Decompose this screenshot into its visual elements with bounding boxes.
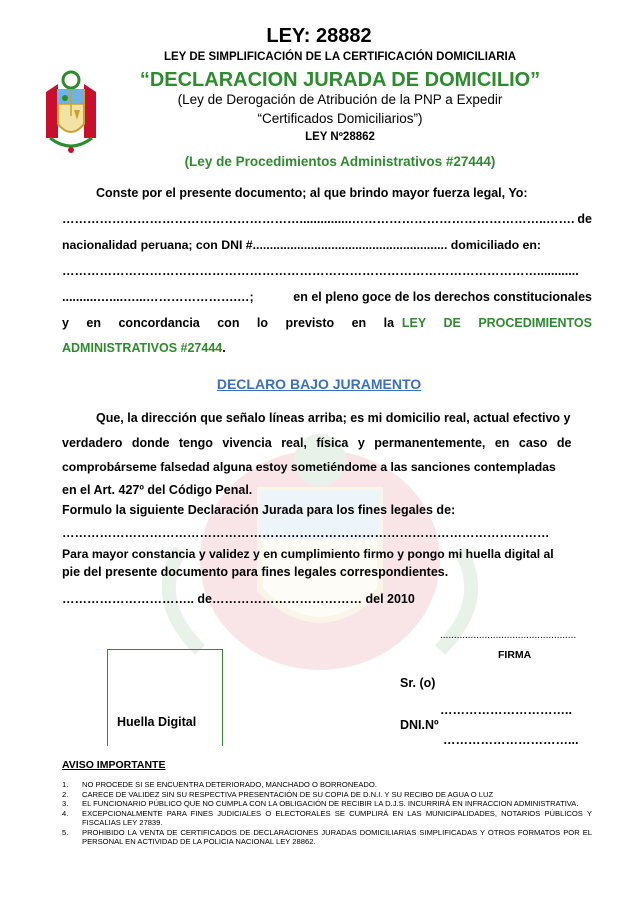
body-line-7-law: ADMINISTRATIVOS #27444	[62, 341, 223, 355]
p2-line-1: Que, la dirección que señalo líneas arriba; es mi domicilio real, actual efectivo y	[96, 411, 571, 425]
p2-line-4: en el Art. 427º del Código Penal.	[62, 483, 253, 497]
constancia-line-2: pie del presente documento para fines legales correspondientes.	[62, 565, 449, 579]
constancia-line-1: Para mayor constancia y validez y en cumplimiento firmo y pongo mi huella digital al	[62, 547, 554, 561]
body-line-6	[62, 316, 592, 330]
aviso-item	[62, 828, 592, 847]
dni-label: DNI.Nº	[400, 718, 439, 732]
law-subtitle: LEY DE SIMPLIFICACIÓN DE LA CERTIFICACIÓN DOMICILIARIA	[163, 51, 517, 63]
formulo-line: Formulo la siguiente Declaración Jurada para los fines legales de:	[62, 503, 456, 517]
sr-label: Sr. (o)	[400, 676, 436, 690]
body-line-5-text: en el pleno goce de los derechos constitucionales	[293, 290, 592, 304]
aviso-item-text: EXCEPCIONALMENTE PARA FINES JUDICIALES O ELECTORALES SE CUMPLIRÁ EN LAS MUNICIPALIDADES, NOTARIOS PÚBLICOS Y FISCALIAS LEY 27839.	[82, 808, 592, 827]
huella-digital-label: Huella Digital	[117, 715, 197, 729]
aviso-item	[62, 799, 592, 809]
dni-dots: …………………………...	[443, 733, 579, 747]
body-line-1: Conste por el presente documento; al que brindo mayor fuerza legal, Yo:	[96, 186, 528, 200]
aviso-item	[62, 790, 592, 800]
declaro-heading: DECLARO BAJO JURAMENTO	[216, 376, 422, 392]
sr-name-dots: …………………………..	[440, 703, 572, 717]
aviso-list	[62, 780, 592, 847]
firma-label: FIRMA	[498, 649, 532, 661]
body-line-6-law: LEY DE PROCEDIMIENTOS	[401, 316, 592, 330]
aviso-item-num: 4.	[62, 808, 69, 818]
body-line-7-end: .	[222, 341, 226, 355]
purpose-blank-dots: ………………………………………………………………………………………………………	[62, 526, 550, 540]
aviso-item-text: EL FUNCIONARIO PÚBLICO QUE NO CUMPLA CON LA OBLIGACIÓN DE RECIBIR LA D.J.S. INCURRIRÁ EN INFRACCION ADMINISTRATIVA.	[82, 799, 579, 808]
derogation-line-1: (Ley de Derogación de Atribución de la PNP a Expedir	[177, 92, 503, 107]
p2-line-3: comprobárseme falsedad alguna estoy sometiéndome a las sanciones contempladas	[62, 460, 556, 474]
name-blank-dots: …………………………………………………...............………………………………………..…….	[62, 212, 575, 226]
fingerprint-box	[107, 649, 223, 746]
aviso-item	[62, 780, 592, 790]
aviso-item	[62, 809, 592, 828]
date-line: ………………………….. de……………………………… del 2010	[62, 592, 415, 606]
body-line-7	[62, 341, 592, 355]
procedures-law-title: (Ley de Procedimientos Administrativos #27444)	[184, 154, 496, 169]
aviso-item-num: 2.	[62, 789, 69, 799]
signature-dots: .................................................	[440, 630, 577, 641]
aviso-item-num: 5.	[62, 827, 69, 837]
body-line-2-end: de	[577, 212, 592, 226]
p2-line-2: verdadero donde tengo vivencia real, física y permanentemente, en caso de	[62, 436, 572, 450]
aviso-item-num: 3.	[62, 799, 69, 808]
law-number-title: LEY: 28882	[266, 25, 372, 47]
aviso-item-num: 1.	[62, 780, 69, 789]
address-blank-dots-2: ..........…....…...………………….…;	[62, 290, 254, 304]
address-blank-dots: ……………………………………………………………………………………………………............	[62, 264, 579, 278]
body-line-5	[62, 290, 592, 304]
aviso-item-text: PROHIBIDO LA VENTA DE CERTIFICADOS DE DECLARACIONES JURADAS DOMICILIARIAS SIMPLIFICADAS Y OTROS FORMATOS POR EL PERSONAL EN ACTIVIDAD DE LA POLICIA NACIONAL LEY 28862.	[82, 827, 592, 846]
aviso-title: AVISO IMPORTANTE	[62, 759, 166, 771]
aviso-item-text: NO PROCEDE SI SE ENCUENTRA DETERIORADO, MANCHADO O BORRONEADO.	[82, 780, 377, 789]
derogation-line-2: “Certificados Domiciliarios”)	[257, 111, 423, 126]
aviso-item-text: CARECE DE VALIDEZ SIN SU RESPECTIVA PRESENTACIÓN DE SU COPIA DE D.N.I. Y SU RECIBO DE AGUA O LUZ	[82, 789, 494, 799]
body-line-3: nacionalidad peruana; con DNI #......................................................... domiciliado en:	[62, 238, 541, 252]
declaration-title: “DECLARACION JURADA DE DOMICILIO”	[139, 69, 541, 91]
law-reference: LEY Nº28862	[305, 131, 375, 143]
body-line-2	[62, 212, 592, 226]
body-line-6-text: y en concordancia con lo previsto en la	[62, 316, 395, 330]
